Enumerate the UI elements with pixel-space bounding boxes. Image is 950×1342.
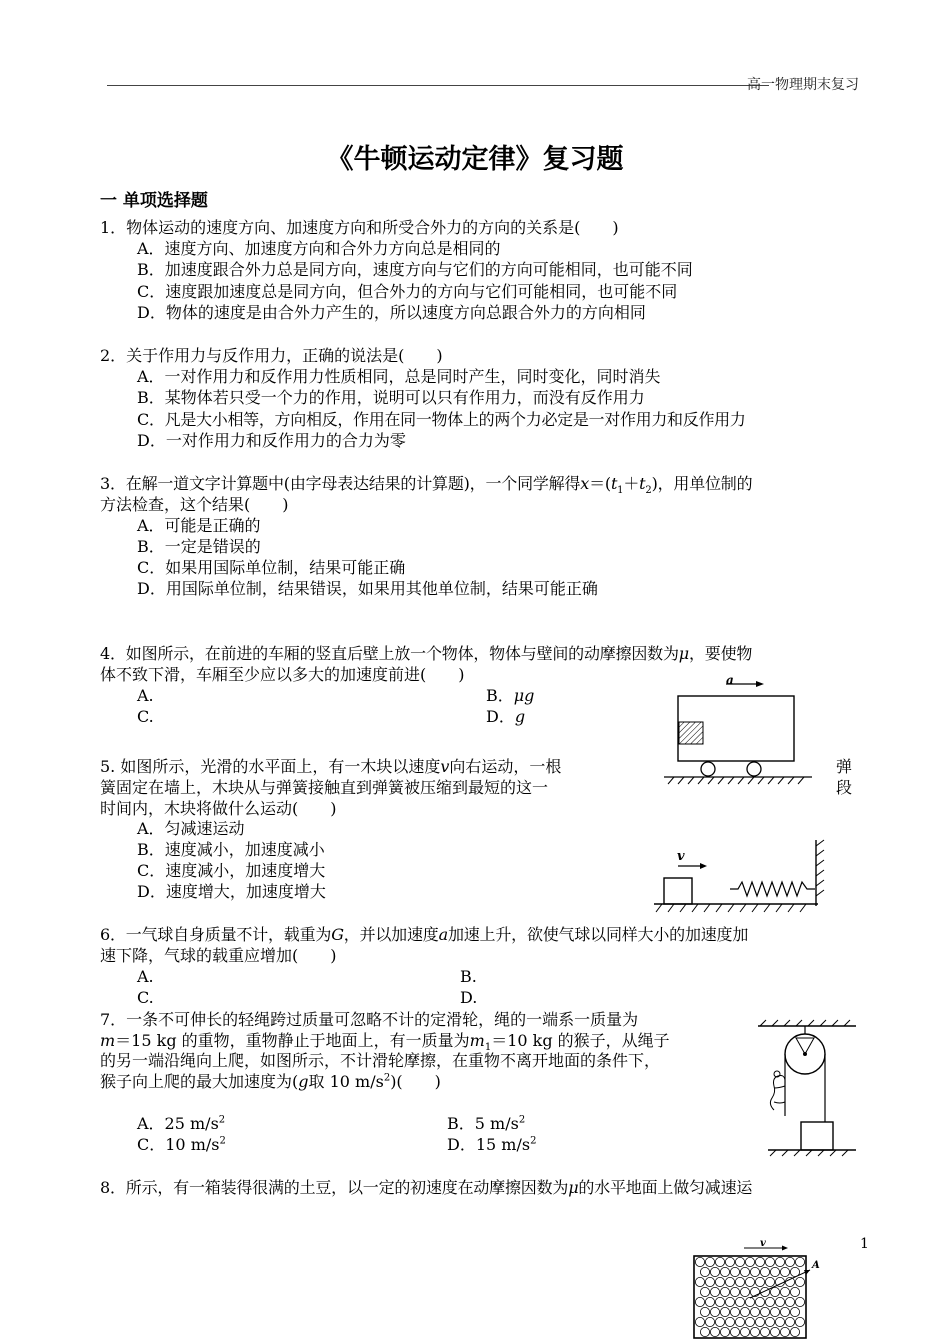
question-5-option-a: A．匀减速运动 xyxy=(137,819,245,838)
question-8-figure-box xyxy=(688,1236,828,1340)
question-7-stem-line2: m＝15 kg 的重物，重物静止于地面上，有一质量为$m_1=10$ kg 的猴子，从绳子 xyxy=(100,1031,670,1054)
question-6-option-a: A. xyxy=(137,967,154,986)
block-on-wall xyxy=(679,722,703,744)
question-2-stem: 2．关于作用力与反作用力，正确的说法是( ) xyxy=(100,346,443,365)
question-1-option-c: C．速度跟加速度总是同方向，但合外力的方向与它们可能相同，也可能不同 xyxy=(137,282,678,301)
question-5-stem-line3: 时间内，木块将做什么运动( ) xyxy=(100,799,337,818)
question-1-option-d: D．物体的速度是由合外力产生的，所以速度方向总跟合外力的方向相同 xyxy=(137,303,646,322)
question-5-option-d: D．速度增大，加速度增大 xyxy=(137,882,326,901)
question-7-stem-line1: 7．一条不可伸长的轻绳跨过质量可忽略不计的定滑轮，绳的一端系一质量为 xyxy=(100,1010,639,1029)
question-2-option-c: C．凡是大小相等，方向相反，作用在同一物体上的两个力必定是一对作用力和反作用力 xyxy=(137,410,746,429)
question-7-figure-pulley xyxy=(752,1018,862,1158)
question-6-stem-line2: 速下降，气球的载重应增加( ) xyxy=(100,946,337,965)
potato-a-label: A xyxy=(812,1260,820,1271)
question-2-option-b: B．某物体若只受一个力的作用，说明可以只有作用力，而没有反作用力 xyxy=(137,388,645,407)
question-7-option-c: C．10 $m/s^2$ xyxy=(137,1135,226,1154)
question-1-stem: 1．物体运动的速度方向、加速度方向和所受合外力的方向的关系是( ) xyxy=(100,218,619,237)
question-7-stem-line4: 猴子向上爬的最大加速度为(g取 10 $m/s^2$)( ) xyxy=(100,1072,441,1091)
question-4-stem-line2: 体不致下滑，车厢至少应以多大的加速度前进( ) xyxy=(100,665,465,684)
question-4-option-b: B．μg xyxy=(486,686,535,705)
question-2-option-a: A．一对作用力和反作用力性质相同，总是同时产生，同时变化，同时消失 xyxy=(137,367,661,386)
question-3-option-c: C．如果用国际单位制，结果可能正确 xyxy=(137,558,406,577)
question-3-stem-line1: 3．在解一道文字计算题中(由字母表达结果的计算题)，一个同学解得$x=(t_1+t_2)$，用单位制的 xyxy=(100,474,753,497)
question-4-option-d: D．g xyxy=(486,707,526,726)
question-5-stem-line1: 5. 如图所示，光滑的水平面上，有一木块以速度v向右运动，一根 xyxy=(100,757,562,776)
page-title: 《牛顿运动定律》复习题 xyxy=(326,144,624,175)
car-acceleration-label: a xyxy=(726,674,734,687)
question-1-option-b: B．加速度跟合外力总是同方向，速度方向与它们的方向可能相同，也可能不同 xyxy=(137,260,693,279)
monkey xyxy=(770,1076,785,1111)
question-3-stem-line2: 方法检查，这个结果( ) xyxy=(100,495,289,514)
header-text: 高一物理期末复习 xyxy=(747,77,859,93)
question-5-figure-spring xyxy=(650,836,830,916)
header-rule xyxy=(107,85,769,86)
heavy-block xyxy=(801,1122,833,1150)
question-7-option-a: A．25 $m/s^2$ xyxy=(137,1114,226,1133)
question-3-option-b: B．一定是错误的 xyxy=(137,537,261,556)
potato-box xyxy=(694,1256,806,1338)
question-7-stem-line3: 的另一端沿绳向上爬，如图所示，不计滑轮摩擦，在重物不离开地面的条件下， xyxy=(100,1051,661,1070)
question-5-option-b: B．速度减小，加速度减小 xyxy=(137,840,325,859)
question-6-option-d: D. xyxy=(460,988,478,1007)
question-5-stem-right1: 弹 xyxy=(836,757,853,776)
box-velocity-label: v xyxy=(760,1238,766,1249)
spring xyxy=(730,882,815,896)
question-5-stem-right2: 段 xyxy=(836,778,853,797)
question-3-option-d: D．用国际单位制，结果错误，如果用其他单位制，结果可能正确 xyxy=(137,579,598,598)
question-4-stem-line1: 4．如图所示，在前进的车厢的竖直后壁上放一个物体，物体与壁间的动摩擦因数为μ，要使物 xyxy=(100,644,753,663)
question-2-option-d: D．一对作用力和反作用力的合力为零 xyxy=(137,431,406,450)
question-6-stem-line1: 6．一气球自身质量不计，载重为G，并以加速度a加速上升，欲使气球以同样大小的加速度加 xyxy=(100,925,749,944)
question-5-stem-line2: 簧固定在墙上，木块从与弹簧接触直到弹簧被压缩到最短的这一 xyxy=(100,778,549,797)
question-4-option-c: C. xyxy=(137,707,154,726)
question-8-stem-line1: 8．所示，有一箱装得很满的土豆，以一定的初速度在动摩擦因数为μ的水平地面上做匀减速运 xyxy=(100,1178,753,1197)
question-7-option-b: B．5 $m/s^2$ xyxy=(447,1114,526,1133)
question-7-option-d: D．15 $m/s^2$ xyxy=(447,1135,537,1154)
question-5-option-c: C．速度减小，加速度增大 xyxy=(137,861,326,880)
question-4-option-a: A. xyxy=(137,686,154,705)
moving-block xyxy=(664,878,692,904)
question-6-option-c: C. xyxy=(137,988,154,1007)
block-velocity-label: v xyxy=(677,849,685,864)
question-4-figure-car xyxy=(664,674,814,794)
page-number: 1 xyxy=(860,1236,869,1252)
question-3-option-a: A．可能是正确的 xyxy=(137,516,261,535)
question-1-option-a: A．速度方向、加速度方向和合外力方向总是相同的 xyxy=(137,239,501,258)
question-6-option-b: B. xyxy=(460,967,477,986)
section-heading: 一 单项选择题 xyxy=(100,191,208,211)
